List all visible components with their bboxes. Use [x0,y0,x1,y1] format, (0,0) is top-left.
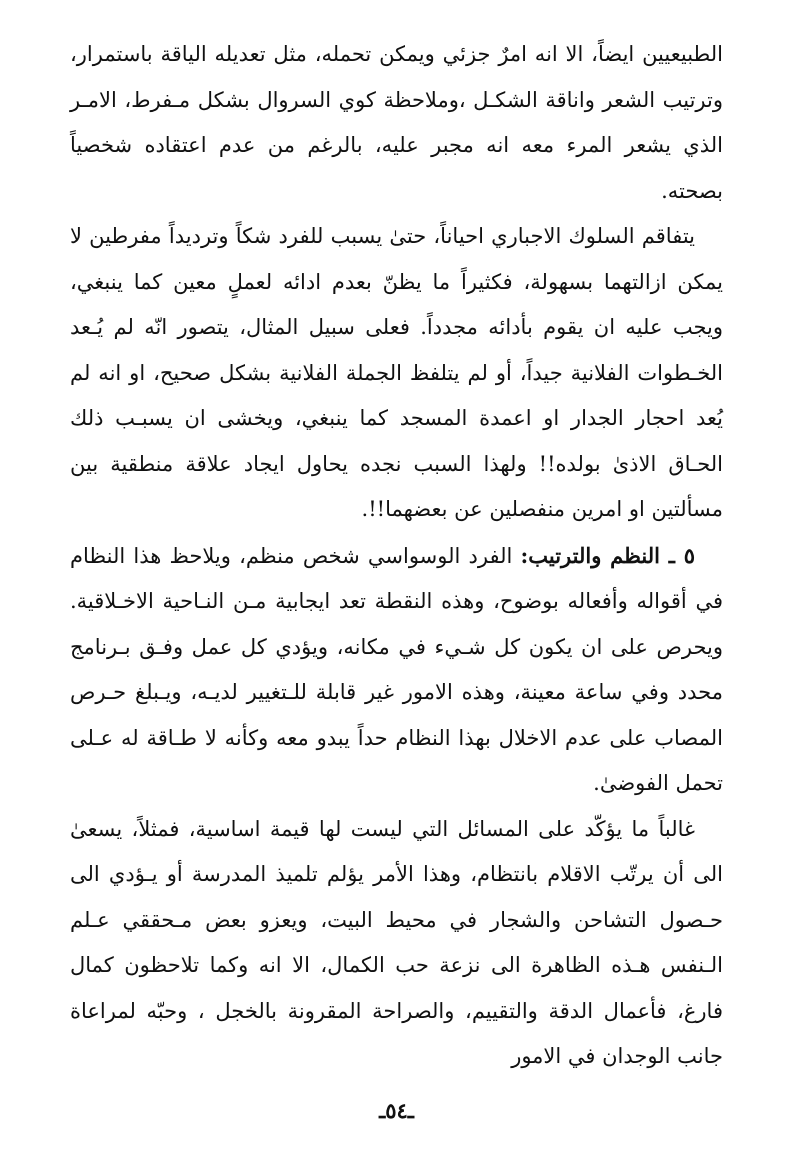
paragraph-1: الطبيعيين ايضاً، الا انه امرٌ جزئي ويمكن تحمله، مثل تعديله الياقة باستمرار، وترتيب الشعر واناقة الشكـل ،وملاحظة كوي السروال بشكل مـفرط، الامـر الذي يشعر المرء معه انه مجبر عليه، بالرغم من عدم اعتقاده شخصياً بصحته. [70,42,723,203]
page-number: ـ٥٤ـ [379,1098,414,1123]
section-heading: ٥ ـ النظم والترتيب: [520,542,695,568]
paragraph-4: غالباً ما يؤكّد على المسائل التي ليست لها قيمة اساسية، فمثلاً، يسعىٰ الى أن يرتّب الاقلام بانتظام، وهذا الأمر يؤلم تلميذ المدرسة أو يـؤدي الى حـصول التشاحن والشجار في محيط البيت، ويعزو بعض مـحققي عـلم الـنفس هـذه الظاهرة الى نزعة حب الكمال، الا انه وكما تلاحظون كمال فارغ، فأعمال الدقة والتقييم، والصراحة المقرونة بالخجل ، وحبّه لمراعاة جانب الوجدان في الامور [70,816,723,1068]
paragraph-2: يتفاقم السلوك الاجباري احياناً، حتىٰ يسبب للفرد شكاً وترديداً مفرطين لا يمكن ازالتهما بسهولة، فكثيراً ما يظنّ بعدم ادائه لعملٍ معين كما ينبغي، ويجب عليه ان يقوم بأدائه مجدداً. فعلى سبيل المثال، يتصور انّه لم يُـعد الخـطوات الفلانية جيداً، أو لم يتلفظ الجملة الفلانية بشكل صحيح، او انه لم يُعد احجار الجدار او اعمدة المسجد كما ينبغي، ويخشى ان يسبـب ذلك الحـاق الاذىٰ بولده!! ولهذا السبب نجده يحاول ايجاد علاقة منطقية بين مسألتين او امرين منفصلين عن بعضهما!!. [70,224,723,521]
paragraph-3 [70,533,723,807]
paragraph-3-body: الفرد الوسواسي شخص منظم، ويلاحظ هذا النظام في أقواله وأفعاله بوضوح، وهذه النقطة تعد ايجابية مـن النـاحية الاخـلاقية. ويحرص على ان يكون كل شـيء في مكانه، ويؤدي كل عمل وفـق بـرنامج محدد وفي ساعة معينة، وهذه الامور غير قابلة للـتغيير لديـه، ويـبلغ حـرص المصاب على عدم الاخلال بهذا النظام حداً يبدو معه وكأنه لا طـاقة له عـلى تحمل الفوضىٰ. [70,543,723,795]
